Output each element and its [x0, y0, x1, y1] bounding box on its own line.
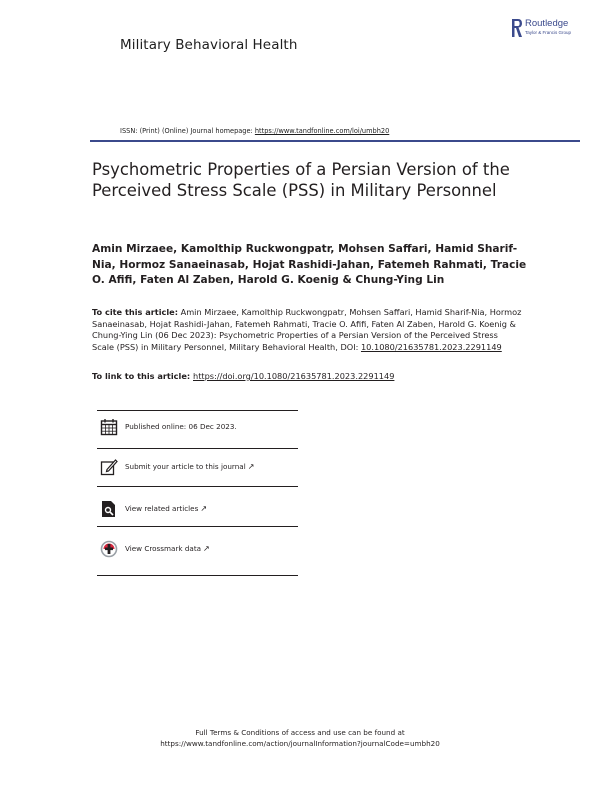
external-link-icon: ↗ [200, 504, 208, 513]
divider [97, 575, 298, 576]
article-authors: Amin Mirzaee, Kamolthip Ruckwongpatr, Mohsen Saffari, Hamid Sharif-Nia, Hormoz Sanaeinasab, Hojat Rashidi-Jahan, Fatemeh Rahmati, Tracie O. Afifi, Faten Al Zaben, Harold G. Koenig & Chung-Ying Lin [92, 243, 527, 286]
citation-block [92, 307, 522, 353]
published-row [100, 418, 300, 438]
logo-name: Routledge [525, 18, 569, 29]
cite-text: Amin Mirzaee, Kamolthip Ruckwongpatr, Mohsen Saffari, Hamid Sharif-Nia, Hormoz Sanaeinasab, Hojat Rashidi-Jahan, Fatemeh Rahmati, Tracie O. Afifi, Faten Al Zaben, Harold G. Koenig & Chung-Ying Lin (06 Dec 2023): Psychometric Properties of a Persian Version of the Perceived Stress Scale (PSS) in Military Personnel, Military Behavioral Health, DOI: [92, 307, 522, 352]
logo-tagline: Taylor & Francis Group [525, 30, 572, 35]
related-articles-link[interactable] [100, 500, 300, 520]
issn-prefix: ISSN: (Print) (Online) Journal homepage: [120, 127, 255, 135]
divider [97, 486, 298, 487]
divider [97, 526, 298, 527]
article-link-line [92, 371, 522, 381]
divider [97, 448, 298, 449]
article-title: Psychometric Properties of a Persian Version of the Perceived Stress Scale (PSS) in Military Personnel [92, 160, 510, 200]
journal-title: Military Behavioral Health [120, 37, 298, 53]
routledge-r-icon [511, 18, 523, 38]
terms-url-link[interactable]: https://www.tandfonline.com/action/journalInformation?journalCode=umbh20 [160, 739, 440, 748]
external-link-icon: ↗ [203, 544, 210, 553]
divider [97, 410, 298, 411]
article-url-link[interactable]: https://doi.org/10.1080/21635781.2023.2291149 [193, 371, 395, 381]
related-articles-icon [100, 500, 118, 518]
submit-article-link[interactable] [100, 458, 300, 478]
publisher-logo[interactable] [511, 18, 591, 46]
crossmark-icon [100, 540, 118, 558]
related-label: View related articles [125, 504, 199, 513]
journal-homepage-link[interactable]: https://www.tandfonline.com/loi/umbh20 [254, 127, 390, 135]
doi-link[interactable]: 10.1080/21635781.2023.2291149 [360, 341, 502, 352]
terms-line: Full Terms & Conditions of access and use can be found at [195, 728, 405, 737]
published-date: Published online: 06 Dec 2023. [125, 422, 237, 431]
pencil-edit-icon [100, 458, 118, 476]
header-divider [90, 140, 580, 142]
cite-label: To cite this article: [92, 307, 178, 317]
crossmark-link[interactable] [100, 540, 300, 560]
crossmark-label: View Crossmark data [125, 544, 202, 553]
external-link-icon: ↗ [247, 462, 255, 471]
submit-label: Submit your article to this journal [125, 462, 246, 471]
issn-line [120, 127, 389, 135]
link-label: To link to this article: [92, 371, 193, 381]
calendar-icon [100, 418, 118, 436]
